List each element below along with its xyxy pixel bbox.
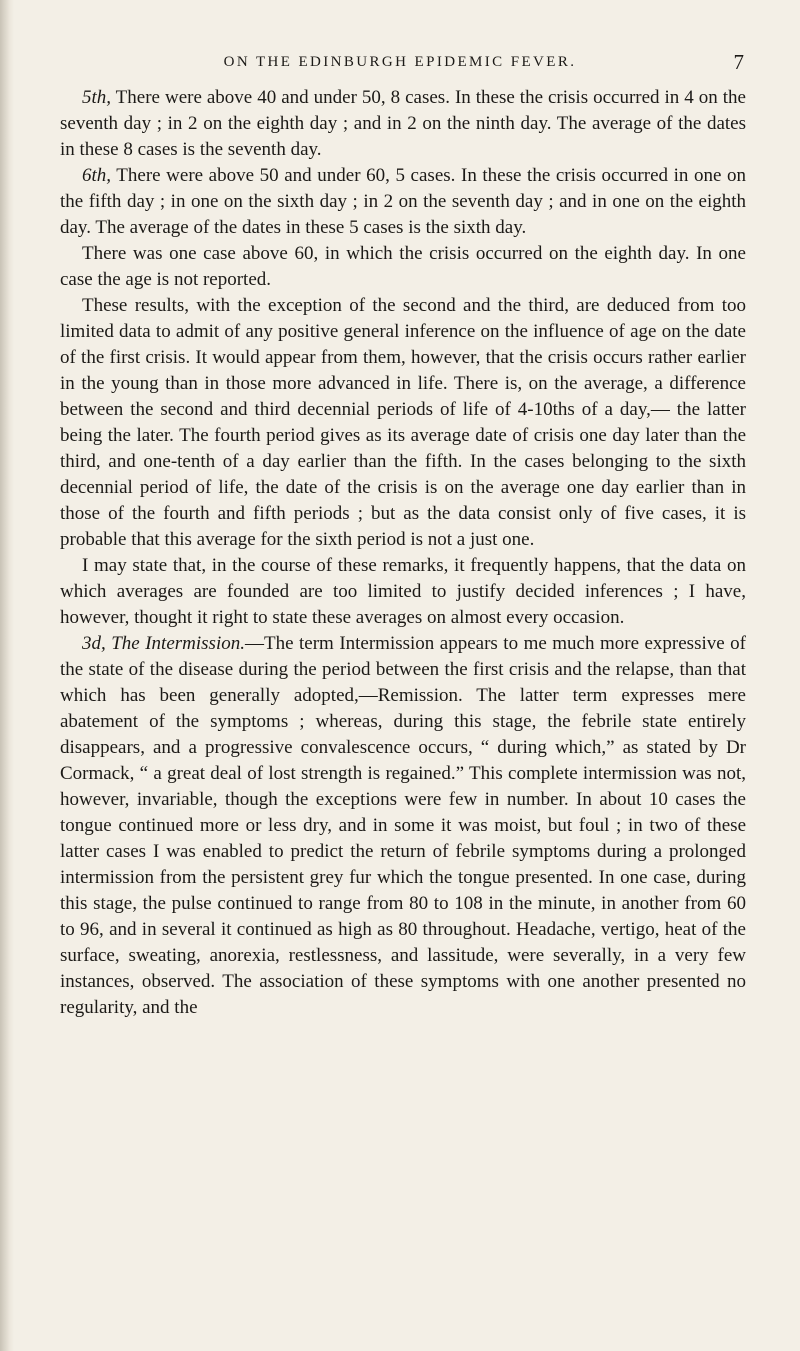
page-edge [0,0,14,1351]
paragraph-text: These results, with the exception of the second and the third, are deduced from too limited data to admit of any positive general inference on the influence of age on the date of the first crisis. It would appear from them, however, that the crisis occurs rather earlier in the young than in those more advanced in life. There is, on the average, a difference between the second and third decennial periods of life of 4-10ths of a day,— the latter being the later. The fourth period gives as its average date of crisis one day later than the third, and one-tenth of a day earlier than the fifth. In the cases belonging to the sixth decennial period of life, the date of the crisis is on the average one day earlier than in those of the fourth and fifth periods ; but as the data consist only of five cases, it is probable that this average for the sixth period is not a just one. [60,295,746,550]
paragraph-lead: 5th, [82,87,112,108]
paragraph-lead: 3d, The Intermission. [82,633,245,654]
paragraph-text: There was one case above 60, in which the crisis occurred on the eighth day. In one case the age is not reported. [60,243,746,290]
paragraph-above-60 [60,241,746,293]
running-head: ON THE EDINBURGH EPIDEMIC FEVER. [223,54,577,70]
paragraph-text: —The term Intermission appears to me much more expressive of the state of the disease during the period between the first crisis and the relapse, than that which has been generally adopted,—Remission. The latter term expresses mere abatement of the symptoms ; whereas, during this stage, the febrile state entirely disappears, and a progressive convalescence occurs, “ during which,” as stated by Dr Cormack, “ a great deal of lost strength is regained.” This complete intermission was not, however, invariable, though the exceptions were few in number. In about 10 cases the tongue continued more or less dry, and in some it was moist, but foul ; in two of these latter cases I was enabled to predict the return of febrile symptoms during a prolonged intermission from the persistent grey fur which the tongue presented. In one case, during this stage, the pulse continued to range from 80 to 108 in the minute, in another from 60 to 96, and in several it continued as high as 80 throughout. Headache, vertigo, heat of the surface, sweating, anorexia, restlessness, and lassitude, were severally, in a very few instances, observed. The association of these symptoms with one another presented no regularity, and the [60,633,746,1018]
paragraph-averages [60,553,746,631]
paragraph-intermission [60,631,746,1021]
paragraph-text: There were above 50 and under 60, 5 cases. In these the crisis occurred in one on the fifth day ; in one on the sixth day ; in 2 on the seventh day ; and in one on the eighth day. The average of the dates in these 5 cases is the sixth day. [60,165,746,238]
page-header [0,50,800,80]
paragraph-text: I may state that, in the course of these remarks, it frequently happens, that the data on which averages are founded are too limited to justify decided inferences ; I have, however, thought it right to state these averages on almost every occasion. [60,555,746,628]
paragraph-lead: 6th, [82,165,112,186]
body-text [60,85,746,1021]
paragraph-6th [60,163,746,241]
page-number: 7 [733,50,744,74]
paragraph-text: There were above 40 and under 50, 8 cases. In these the crisis occurred in 4 on the seventh day ; in 2 on the eighth day ; and in 2 on the ninth day. The average of the dates in these 8 cases is the seventh day. [60,87,746,160]
paragraph-results [60,293,746,553]
paragraph-5th [60,85,746,163]
